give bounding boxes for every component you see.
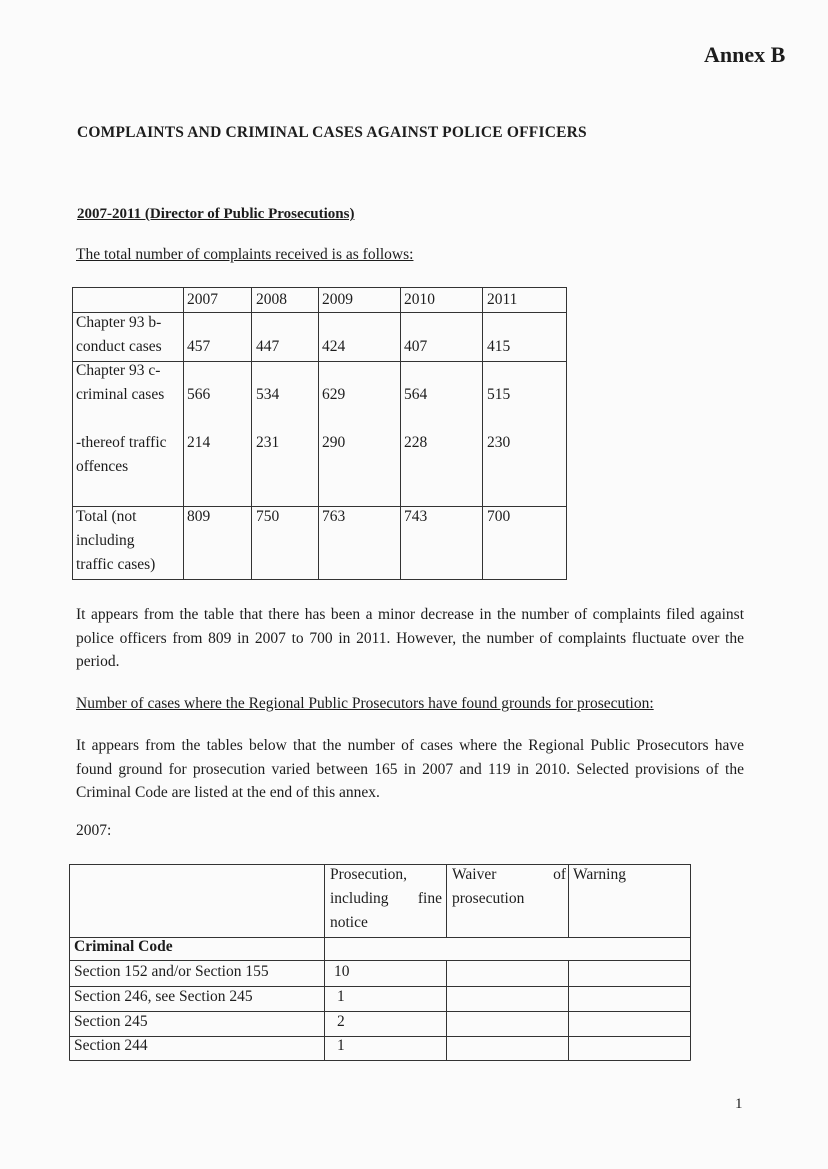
- group-label: Criminal Code: [74, 938, 173, 955]
- page-number: 1: [735, 1096, 743, 1112]
- table-cell: 750: [256, 508, 280, 525]
- intro-line: The total number of complaints received is as follows:: [76, 246, 414, 263]
- row-label: Section 244: [74, 1037, 148, 1054]
- table-cell: 415: [487, 338, 511, 355]
- annex-label: Annex B: [704, 42, 786, 67]
- header-prosecution: including fine: [330, 890, 442, 907]
- row-label: Chapter 93 b-: [76, 314, 162, 331]
- table-cell: 743: [404, 508, 428, 525]
- row-label: offences: [76, 458, 129, 475]
- table-cell: 231: [256, 434, 280, 451]
- row-label: Total (not: [76, 508, 137, 525]
- table-cell: 214: [187, 434, 211, 451]
- page-title: COMPLAINTS AND CRIMINAL CASES AGAINST POLICE OFFICERS: [77, 124, 587, 141]
- table-cell: 290: [322, 434, 346, 451]
- header-waiver: prosecution: [452, 890, 525, 907]
- table-cell: 424: [322, 338, 346, 355]
- table-cell: 809: [187, 508, 211, 525]
- paragraph-complaints-trend: It appears from the table that there has been a minor decrease in the number of complaints filed against police officers from 809 in 2007 to 700 in 2011. However, the number of complaints fluctuate over the period.: [76, 606, 744, 670]
- table-cell: 515: [487, 386, 511, 403]
- year-header: 2007: [187, 291, 218, 308]
- row-label: Chapter 93 c-: [76, 362, 161, 379]
- prosecution-heading: Number of cases where the Regional Public Prosecutors have found grounds for prosecution:: [76, 695, 654, 712]
- header-waiver: Waiver of: [452, 866, 566, 883]
- header-warning: Warning: [573, 866, 626, 883]
- header-prosecution: notice: [330, 914, 368, 931]
- table-cell: 230: [487, 434, 511, 451]
- table-cell: 10: [334, 963, 350, 980]
- table-cell: 2: [337, 1013, 345, 1030]
- row-label: criminal cases: [76, 386, 165, 403]
- row-label: Section 245: [74, 1013, 148, 1030]
- table-cell: 228: [404, 434, 428, 451]
- year-header: 2011: [487, 291, 518, 308]
- table-cell: 407: [404, 338, 428, 355]
- year-label: 2007:: [76, 822, 112, 839]
- table-cell: 566: [187, 386, 211, 403]
- row-label: Section 152 and/or Section 155: [74, 963, 269, 980]
- row-label: traffic cases): [76, 556, 156, 573]
- table-cell: 564: [404, 386, 428, 403]
- year-header: 2009: [322, 291, 353, 308]
- row-label: Section 246, see Section 245: [74, 988, 253, 1005]
- row-label: conduct cases: [76, 338, 162, 355]
- table-cell: 1: [337, 988, 345, 1005]
- table-cell: 629: [322, 386, 346, 403]
- table-cell: 763: [322, 508, 346, 525]
- section-heading: 2007-2011 (Director of Public Prosecutions): [77, 206, 355, 222]
- year-header: 2008: [256, 291, 287, 308]
- year-header: 2010: [404, 291, 435, 308]
- row-label: including: [76, 532, 135, 549]
- header-prosecution: Prosecution,: [330, 866, 408, 883]
- paragraph-prosecution: It appears from the tables below that the number of cases where the Regional Public Prosecutors have found ground for prosecution varied between 165 in 2007 and 119 in 2010. Selected provisions of the Criminal Code are listed at the end of this annex.: [76, 737, 744, 801]
- row-label: -thereof traffic: [76, 434, 167, 451]
- table-cell: 447: [256, 338, 280, 355]
- table-cell: 457: [187, 338, 211, 355]
- table-cell: 1: [337, 1037, 345, 1054]
- table-cell: 534: [256, 386, 280, 403]
- table-cell: 700: [487, 508, 511, 525]
